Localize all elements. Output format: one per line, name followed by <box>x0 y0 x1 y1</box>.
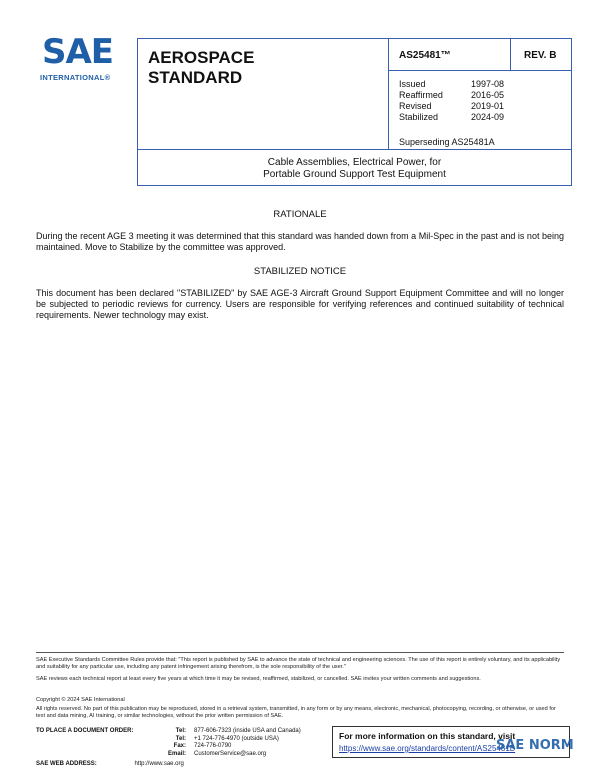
copyright: Copyright © 2024 SAE International <box>36 697 125 703</box>
revision: REV. B <box>524 50 557 61</box>
rev-divider <box>510 38 511 70</box>
date-row-reaffirmed: Reaffirmed 2016-05 <box>399 90 505 100</box>
document-subject <box>138 157 571 181</box>
docnum-divider <box>388 70 572 71</box>
contact-tel-usa: Tel: 877-606-7323 (inside USA and Canada) <box>175 728 301 734</box>
rationale-text: During the recent AGE 3 meeting it was determined that this standard was handed down from a Mil-Spec in the past and is not being maintained. Move to Stabilize by the committee was approved. <box>36 231 564 252</box>
review-text: SAE reviews each technical report at least every five years at which time it may be revised, reaffirmed, stabilized, or cancelled. SAE invites your written comments and suggestions. <box>36 676 481 682</box>
date-row-revised: Revised 2019-01 <box>399 101 505 111</box>
rights-text: All rights reserved. No part of this publication may be reproduced, stored in a retrieval system, transmitted, in any form or by any means, electronic, mechanical, photocopying, recording, or otherwise, or used for text and data mining, AI training, or similar technologies, without the prior written permission of SAE. <box>36 706 556 719</box>
web-link[interactable]: http://www.sae.org <box>134 761 184 767</box>
sae-logo <box>36 33 128 85</box>
contact-tel-intl: Tel: +1 724-776-4970 (outside USA) <box>175 735 279 742</box>
document-type <box>148 48 254 88</box>
footer-rule <box>36 652 564 653</box>
document-type-line1: AEROSPACE <box>148 48 255 67</box>
subject-line2: Portable Ground Support Test Equipment <box>263 169 446 180</box>
document-number: AS25481™ <box>399 50 451 61</box>
subject-divider <box>137 149 572 150</box>
contact-fax: Fax: 724-776-0790 <box>173 743 232 749</box>
date-list <box>399 79 519 123</box>
standard-link[interactable]: https://www.sae.org/standards/content/AS25481B <box>339 744 516 753</box>
watermark: SAE NORM <box>496 738 574 753</box>
rationale-heading: RATIONALE <box>273 209 327 220</box>
more-info-title: For more information on this standard, visit <box>339 731 516 741</box>
document-type-line2: STANDARD <box>148 68 243 87</box>
order-label: TO PLACE A DOCUMENT ORDER: <box>36 728 134 734</box>
logo-mark: SAE <box>42 32 114 72</box>
subject-line1: Cable Assemblies, Electrical Power, for <box>267 157 442 168</box>
rules-text: SAE Executive Standards Committee Rules provide that: "This report is published by SAE to advance the state of technical and engineering sciences. The use of this report is entirely voluntary, and its applicability and suitability for any particular use, including any patent infringement arising therefrom, is the sole responsibility of the user." <box>36 657 561 670</box>
header-divider-vertical <box>388 38 389 149</box>
web-address <box>36 761 184 767</box>
date-row-stabilized: Stabilized 2024-09 <box>399 112 505 122</box>
contact-list <box>160 728 301 758</box>
web-label: SAE WEB ADDRESS: <box>36 761 97 767</box>
superseding: Superseding AS25481A <box>399 137 495 147</box>
date-row-issued: Issued 1997-08 <box>399 79 505 89</box>
stabilized-text: This document has been declared "STABILIZED" by SAE AGE-3 Aircraft Ground Support Equipment Committee and will no longer be subjected to periodic reviews for currency. Users are responsible for verifying references and continued suitability of technical requirements. Newer technology may exist. <box>36 288 564 320</box>
logo-subtitle: INTERNATIONAL® <box>40 73 111 82</box>
contact-email: Email: CustomerService@sae.org <box>167 750 267 757</box>
stabilized-heading: STABILIZED NOTICE <box>253 266 347 277</box>
